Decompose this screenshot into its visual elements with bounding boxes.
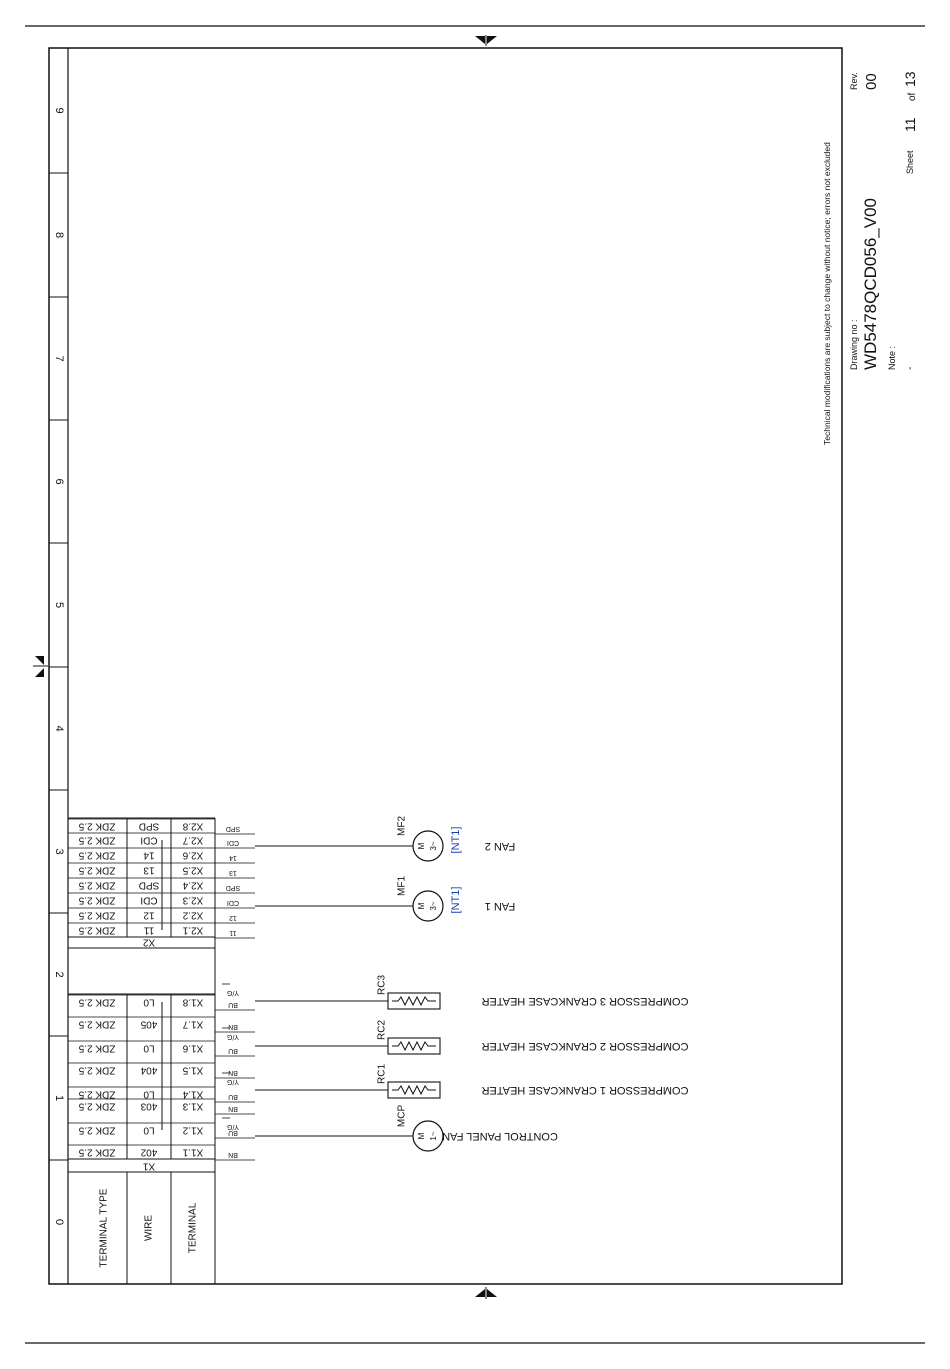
wire-cell: 404 <box>140 1064 158 1076</box>
device-label: CONTROL PANEL FAN <box>442 1130 558 1143</box>
device-label: COMPRESSOR 1 CRANKCASE HEATER <box>481 1084 689 1097</box>
device-mf2 <box>255 816 515 861</box>
column-number: 0 <box>53 1218 66 1226</box>
device-label: FAN 2 <box>484 840 516 853</box>
resistor-zigzag <box>392 1042 436 1050</box>
terminal-type-cell: ZDK 2.5 <box>78 1018 116 1030</box>
terminal-type-cell: ZDK 2.5 <box>78 894 116 906</box>
terminal-cell: X1.7 <box>182 1018 204 1030</box>
drawing-number: WD5478QCD056_V00 <box>861 198 880 370</box>
terminal-cell: X1.6 <box>182 1042 204 1054</box>
terminal-cell: X1.2 <box>182 1124 204 1136</box>
wire-cell: L0 <box>143 1088 155 1100</box>
terminal-cell: X2.3 <box>182 894 204 906</box>
terminal-type-cell: ZDK 2.5 <box>78 820 116 832</box>
column-number: 5 <box>53 601 66 609</box>
device-tag: RC2 <box>376 1019 388 1041</box>
cable-core-label: 11 <box>229 929 237 937</box>
terminal-type-cell: ZDK 2.5 <box>78 1146 116 1158</box>
wire-cell: 403 <box>140 1100 158 1112</box>
device-mcp <box>255 1105 558 1151</box>
cable-core-label: 13 <box>229 869 237 877</box>
terminal-type-cell: ZDK 2.5 <box>78 879 116 891</box>
terminal-cell: X2.1 <box>182 924 204 936</box>
earth-core-label: Y/G <box>226 1033 240 1041</box>
wire-cell: CDI <box>140 834 158 846</box>
note-value: - <box>905 366 916 370</box>
reference-link: [NT1] <box>449 826 462 854</box>
motor-phase: 3~ <box>429 841 439 851</box>
sheet-label: Sheet <box>905 150 915 174</box>
device-tag: RC1 <box>376 1063 388 1085</box>
cable-core-label: BN <box>228 1023 238 1031</box>
column-number: 3 <box>53 848 66 855</box>
drawing-no-label: Drawing no : <box>849 319 859 370</box>
motor-letter: M <box>417 1132 427 1140</box>
terminal-type-cell: ZDK 2.5 <box>78 996 116 1008</box>
sheet-of: of <box>907 92 918 101</box>
device-tag: MCP <box>396 1104 408 1128</box>
earth-core-label: Y/G <box>226 1123 240 1131</box>
terminal-type-cell: ZDK 2.5 <box>78 1124 116 1136</box>
device-label: COMPRESSOR 3 CRANKCASE HEATER <box>481 995 689 1008</box>
column-number: 6 <box>53 478 66 485</box>
column-grid <box>49 107 68 1225</box>
earth-core-label: Y/G <box>226 989 240 997</box>
cable-core-label: CDI <box>226 899 240 907</box>
terminal-type-cell: ZDK 2.5 <box>78 909 116 921</box>
wire-cell: 14 <box>143 849 155 861</box>
revision-label: Rev. <box>849 72 859 90</box>
disclaimer-text: Technical modifications are subject to change without notice; errors not excluded <box>822 142 832 445</box>
strip-name: X2 <box>142 936 156 948</box>
resistor-zigzag <box>392 1086 436 1094</box>
terminal-type-cell: ZDK 2.5 <box>78 924 116 936</box>
cable-core-label: SPD <box>225 884 241 892</box>
device-rc2 <box>255 1020 689 1054</box>
column-number: 9 <box>53 107 66 114</box>
cable-core-label: BN <box>228 1151 238 1159</box>
sheet-total: 13 <box>902 71 918 87</box>
wire-cell: CDI <box>140 894 158 906</box>
wire-cell: L0 <box>143 1042 155 1054</box>
cable-core-label: BN <box>228 1105 238 1113</box>
device-mf1 <box>255 876 515 921</box>
cable-core-label: 12 <box>229 914 237 922</box>
strip-name: X1 <box>142 1160 156 1172</box>
terminal-type-cell: ZDK 2.5 <box>78 849 116 861</box>
centering-mark-left <box>33 656 48 677</box>
terminal-cell: X1.1 <box>182 1146 204 1158</box>
wire-cell: 402 <box>140 1146 158 1158</box>
terminal-cell: X1.3 <box>182 1100 204 1112</box>
device-rc3 <box>255 975 689 1009</box>
terminal-cell: X2.2 <box>182 909 204 921</box>
terminal-strips <box>68 818 255 1172</box>
wire-cell: 12 <box>143 909 155 921</box>
revision-value: 00 <box>863 73 880 90</box>
terminal-cell: X2.6 <box>182 849 204 861</box>
cable-core-label: BU <box>228 1129 238 1137</box>
wire-cell: 13 <box>143 864 155 876</box>
cable-core-label: 14 <box>229 854 237 862</box>
cable-core-label: BU <box>228 1001 238 1009</box>
device-rc1 <box>255 1064 689 1098</box>
terminal-type-cell: ZDK 2.5 <box>78 834 116 846</box>
terminal-type-cell: ZDK 2.5 <box>78 1042 116 1054</box>
reference-link: [NT1] <box>449 886 462 914</box>
wire-cell: SPD <box>138 879 160 891</box>
wire-cell: L0 <box>143 996 155 1008</box>
device-label: FAN 1 <box>484 900 516 913</box>
cable-core-label: SPD <box>225 825 241 833</box>
motor-letter: M <box>417 902 427 910</box>
terminal-cell: X1.8 <box>182 996 204 1008</box>
cable-core-label: BU <box>228 1047 238 1055</box>
wire-cell: SPD <box>138 820 160 832</box>
sheet-number: 11 <box>902 117 918 132</box>
terminal-type-cell: ZDK 2.5 <box>78 864 116 876</box>
wire-cell: L0 <box>143 1124 155 1136</box>
terminal-cell: X2.8 <box>182 820 204 832</box>
centering-mark-top <box>475 35 497 46</box>
terminal-cell: X1.5 <box>182 1064 204 1076</box>
terminal-type-header: TERMINAL TYPE <box>98 1188 110 1268</box>
earth-core-label: Y/G <box>226 1078 240 1086</box>
column-number: 1 <box>53 1094 66 1102</box>
terminal-type-cell: ZDK 2.5 <box>78 1100 116 1112</box>
motor-phase: 1~ <box>429 1131 439 1141</box>
wire-cell: 405 <box>140 1018 158 1030</box>
terminal-type-cell: ZDK 2.5 <box>78 1064 116 1076</box>
terminal-header: TERMINAL <box>187 1202 199 1254</box>
terminal-cell: X1.4 <box>182 1088 204 1100</box>
terminal-cell: X2.5 <box>182 864 204 876</box>
device-tag: RC3 <box>376 974 388 996</box>
centering-mark-bottom <box>475 1287 497 1299</box>
wire-header: WIRE <box>143 1214 155 1242</box>
motor-letter: M <box>417 842 427 850</box>
device-label: COMPRESSOR 2 CRANKCASE HEATER <box>481 1040 689 1053</box>
devices <box>255 816 689 1151</box>
device-tag: MF1 <box>396 876 408 896</box>
motor-phase: 3~ <box>429 901 439 911</box>
column-number: 7 <box>53 355 66 362</box>
device-tag: MF2 <box>396 816 408 836</box>
terminal-cell: X2.4 <box>182 879 204 891</box>
note-label: Note : <box>887 345 897 370</box>
column-number: 4 <box>53 725 66 732</box>
wire-cell: 11 <box>143 924 155 936</box>
cable-core-label: BU <box>228 1093 238 1101</box>
column-number: 8 <box>53 231 66 239</box>
column-number: 2 <box>53 971 66 978</box>
terminal-cell: X2.7 <box>182 834 204 846</box>
resistor-zigzag <box>392 997 436 1005</box>
cable-core-label: BN <box>228 1069 238 1077</box>
terminal-type-cell: ZDK 2.5 <box>78 1088 116 1100</box>
cable-core-label: CDI <box>226 839 240 847</box>
